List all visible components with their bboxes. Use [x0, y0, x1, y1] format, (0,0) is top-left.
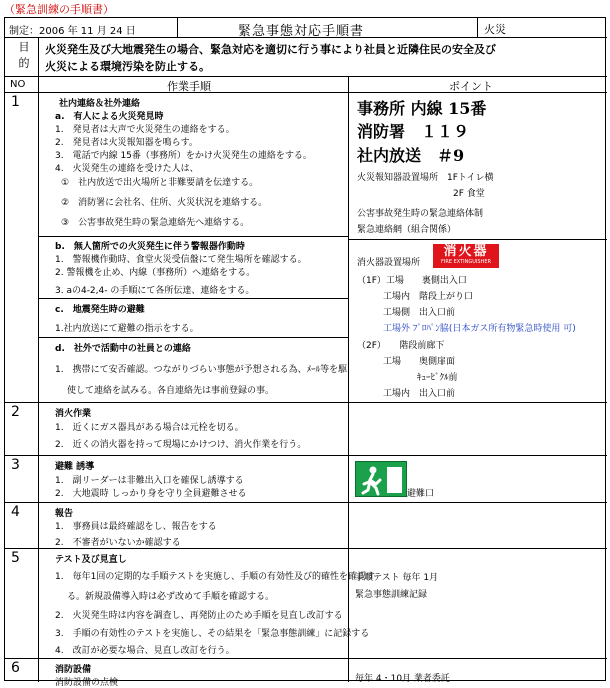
column-header-procedure: 作業手順 [39, 77, 349, 93]
list-item: 1. 毎年1回の定期的な手順テストを実施し、手順の有効性及び的確性を確認す [55, 572, 375, 582]
section-title: 社内連絡＆社外連絡 [59, 99, 141, 109]
section-title: 報告 [55, 509, 74, 519]
point-extinguisher-loc: 工場側 出入口前 [383, 308, 456, 318]
point-extinguisher-loc: 工場 奥側扉面 [383, 357, 456, 367]
list-item: 1. 副リーダーは非難出入口を確保し誘導する [55, 476, 244, 486]
point-fire-dept: 消防署 １１９ [357, 122, 470, 141]
subsection-divider [39, 337, 348, 338]
document-label: （緊急訓練の手順書） [4, 3, 114, 16]
point-alarm-location: 2F 食堂 [453, 189, 485, 199]
created-date-cell [5, 18, 178, 38]
list-item: 1. 発見者は大声で火災発生の連絡をする。 [55, 125, 235, 135]
point-test: 手順テスト 毎年 1月 [355, 573, 439, 583]
list-item: ② 消防署に会社名、住所、火災状況を連絡する。 [61, 198, 268, 208]
list-item: 2. 不審者がいないか確認する [55, 538, 181, 548]
list-item: ③ 公害事故発生時の緊急連絡先へ連絡する。 [61, 218, 250, 228]
purpose-text-cell [39, 38, 607, 77]
list-item: 3. aの4-2,4- の手順にて各所伝達、連絡をする。 [55, 286, 255, 296]
list-item: 消防設備の点検 [55, 678, 119, 688]
purpose-text-line1: 火災発生及び大地震発生の場合、緊急対応を適切に行う事により社員と近隣住民の安全及び [45, 43, 496, 56]
point-extension: 事務所 内線 15番 [357, 99, 487, 118]
point-extinguisher-loc: 工場内 階段上がり口 [383, 292, 474, 302]
section-3-procedure [39, 456, 349, 503]
procedure-table [4, 17, 606, 688]
list-item: 1. 近くにガス器具がある場合は元栓を切る。 [55, 423, 244, 433]
page-title: 緊急事態対応手順書 [238, 24, 365, 39]
section-2-procedure [39, 403, 349, 456]
point-exit-label: 避難口 [407, 489, 435, 499]
list-item: 1. 事務員は最終確認をし、報告をする [55, 522, 217, 532]
list-item: 4. 改訂が必要な場合、見直し改訂を行う。 [55, 646, 235, 656]
section-4-no-cell [5, 503, 39, 549]
section-5-no-cell [5, 549, 39, 659]
section-1-points [349, 93, 607, 403]
emergency-exit-icon [355, 461, 407, 497]
list-item: 3. 電話で内線 15番（事務所）をかけ火災発生の連絡をする。 [55, 151, 312, 161]
section-title: 消防設備 [55, 665, 92, 675]
section-number: 3 [11, 457, 20, 473]
title-cell [178, 18, 478, 38]
column-header-no: NO [5, 77, 39, 93]
list-item: 2. 近くの消火器を持って現場にかけつけ、消火作業を行う。 [55, 440, 307, 450]
section-number: 5 [11, 550, 20, 566]
points-divider [349, 239, 607, 240]
point-record: 緊急事態訓練記録 [355, 590, 428, 600]
list-item: ① 社内放送で出火場所と非難要請を伝達する。 [61, 178, 259, 188]
purpose-label: 目的 [17, 41, 30, 73]
section-3-points [349, 456, 607, 503]
section-number: 2 [11, 404, 20, 420]
section-number: 6 [11, 660, 20, 676]
section-title: 避難 誘導 [55, 462, 95, 472]
list-item: 使して連絡を試みる。各自連絡先は事前登録の事。 [67, 386, 275, 396]
list-item: 2. 発見者は火災報知器を鳴らす。 [55, 138, 198, 148]
list-item: 4. 火災発生の連絡を受けた人は、 [55, 164, 199, 174]
section-4-points [349, 503, 607, 549]
subsection-divider [39, 298, 348, 299]
section-2-points [349, 403, 607, 456]
point-broadcast: 社内放送 ＃9 [357, 146, 465, 165]
point-extinguisher-loc: （2F） 階段前廊下 [357, 341, 445, 351]
section-2-no-cell [5, 403, 39, 456]
subsection-b-title: b. 無人箇所での火災発生に伴う警報器作動時 [55, 242, 245, 252]
subsection-a-title: a. 有人による火災発見時 [55, 112, 164, 122]
section-title: 消火作業 [55, 409, 92, 419]
section-6-points [349, 659, 607, 682]
section-title: テスト及び見直し [55, 555, 127, 565]
purpose-label-cell [5, 38, 39, 77]
list-item: 1. 警報機作動時、食堂火災受信盤にて発生場所を確認する。 [55, 255, 307, 265]
section-number: 1 [11, 94, 20, 110]
point-extinguisher-loc: （1F）工場 裏側出入口 [357, 276, 467, 286]
list-item: 2. 火災発生時は内容を調査し、再発防止のため手順を見直し改訂する [55, 611, 343, 621]
column-header-point: ポイント [349, 77, 607, 93]
subsection-divider [39, 236, 348, 237]
list-item: 3. 手順の有効性のテストを実施し、その結果を「緊急事態訓練」に記録する [55, 629, 370, 639]
list-item: 2. 大地震時 しっかり身を守り全員避難させる [55, 489, 247, 499]
list-item: 1.社内放送にて避難の指示をする。 [55, 324, 199, 334]
point-extinguisher-loc: 工場外 ﾌﾟﾛﾊﾟﾝ脇(日本ガス所有物緊急時使用 可) [383, 324, 576, 334]
category-cell [478, 18, 607, 38]
category-label: 火災 [484, 23, 506, 36]
section-4-procedure [39, 503, 349, 549]
point-extinguisher-loc: 工場内 出入口前 [383, 389, 456, 399]
purpose-text-line2: 火災による環境汚染を防止する。 [45, 60, 210, 73]
section-5-procedure [39, 549, 375, 659]
section-5-points [349, 549, 607, 659]
point-accident: 緊急連絡網（組合関係） [357, 225, 457, 235]
created-date: 制定：2006 年 11 月 24 日 [9, 26, 136, 37]
section-number: 4 [11, 504, 20, 520]
section-6-no-cell [5, 659, 39, 682]
section-1-procedure [39, 93, 349, 403]
list-item: 1. 携帯にて安否確認。つながりづらい事態が予想される為、ﾒｰﾙ等を駆 [55, 365, 348, 375]
list-item: 2. 警報機を止め、内線（事務所）へ連絡をする。 [55, 268, 256, 278]
point-accident: 公害事故発生時の緊急連絡体制 [357, 209, 484, 219]
point-alarm-location: 火災報知器設置場所 1Fトイレ横 [357, 173, 494, 183]
point-extinguisher-loc: ｷｭｰﾋﾞｸﾙ前 [417, 373, 458, 383]
section-6-procedure [39, 659, 349, 688]
fire-extinguisher-icon: 消火器 FIRE EXTINGUISHER [433, 244, 499, 268]
subsection-d-title: d. 社外で活動中の社員との連絡 [55, 344, 191, 354]
point-extinguisher-label: 消火器設置場所 [357, 258, 421, 268]
section-3-no-cell [5, 456, 39, 503]
point-inspection: 毎年 4・10月 業者委託 [355, 674, 450, 684]
subsection-c-title: c. 地震発生時の避難 [55, 305, 145, 315]
list-item: る。新規設備導入時は必ず改めて手順を確認する。 [67, 592, 275, 602]
section-1-no-cell [5, 93, 39, 403]
